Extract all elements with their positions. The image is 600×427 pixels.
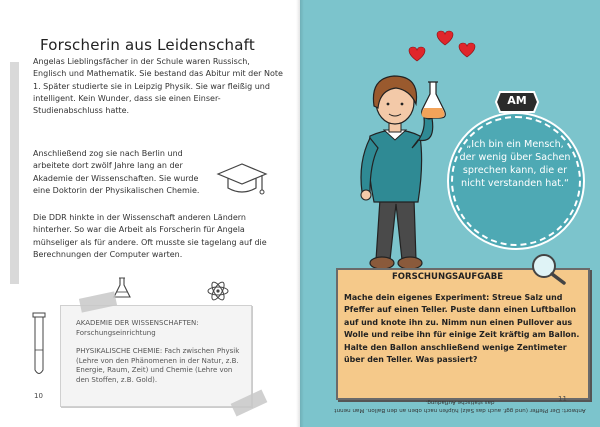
book-gutter — [296, 0, 304, 427]
quote-text: „Ich bin ein Mensch, der wenig über Sachen sprechen kann, die er nicht verstanden hat.“ — [459, 139, 571, 189]
glossary-entry-chemie: PHYSIKALISCHE CHEMIE: Fach zwischen Physik (Lehre von den Phänomenen in der Natur, z.B. Energie, Raum, Zeit) und Chemie (Lehre von den Stoffen, z.B. Gold). — [76, 347, 240, 384]
scientist-illustration — [340, 64, 460, 276]
margin-bar — [10, 62, 19, 284]
test-tube-icon — [32, 312, 46, 378]
page-title: Forscherin aus Leidenschaft — [40, 36, 255, 54]
heart-icon — [436, 30, 454, 46]
paragraph-1: Angelas Lieblingsfächer in der Schule waren Russisch, Englisch und Mathematik. Sie bestand das Abitur mit der Note 1. Später studierte sie in Leipzig Physik. Sie war fleißig und intelligent. Kein Wunder, dass sie einen Einser-Studienabschluss hatte. — [33, 57, 283, 116]
atom-icon — [206, 280, 230, 302]
am-badge-label: AM — [507, 94, 527, 107]
heart-icon — [408, 46, 426, 62]
research-task-text: Mache dein eigenes Experiment: Streue Salz und Pfeffer auf einen Teller. Puste dann einen Luftballon auf und knote ihn zu. Nimm nun einen Pullover aus Wolle und reibe ihn für einige Zeit kräftig am Ballon. Halte den Ballon anschließend wenige Zentimeter über den Teller. Was passiert? — [344, 293, 580, 365]
paragraph-3: Die DDR hinkte in der Wissenschaft anderen Ländern hinterher. So war die Arbeit als Forscherin für Angela mühseliger als für andere. Oft musste sie tagelang auf die Berechnungen der Computer warten. — [33, 213, 267, 259]
magnifier-icon — [528, 252, 568, 286]
page-number-right: 11 — [558, 395, 567, 403]
paragraph-2: Anschließend zog sie nach Berlin und arbeitete dort zwölf Jahre lang an der Akademie der Wissenschaften. Sie wurde eine Doktorin der Physikalischen Chemie. — [33, 149, 200, 195]
glossary-entry-akademie: AKADEMIE DER WISSENSCHAFTEN: Forschungseinrichtung — [76, 319, 199, 337]
page-number-left: 10 — [34, 392, 43, 400]
research-task-title: FORSCHUNGSAUFGABE — [392, 272, 504, 282]
heart-icon — [458, 42, 476, 58]
answer-text-upside-down: Antwort: Der Pfeffer (und ggf. auch das Salz) hüpfen nach oben an den Ballon. Man nennt das statische Aufladung. — [334, 399, 586, 413]
mortarboard-icon — [216, 160, 268, 200]
